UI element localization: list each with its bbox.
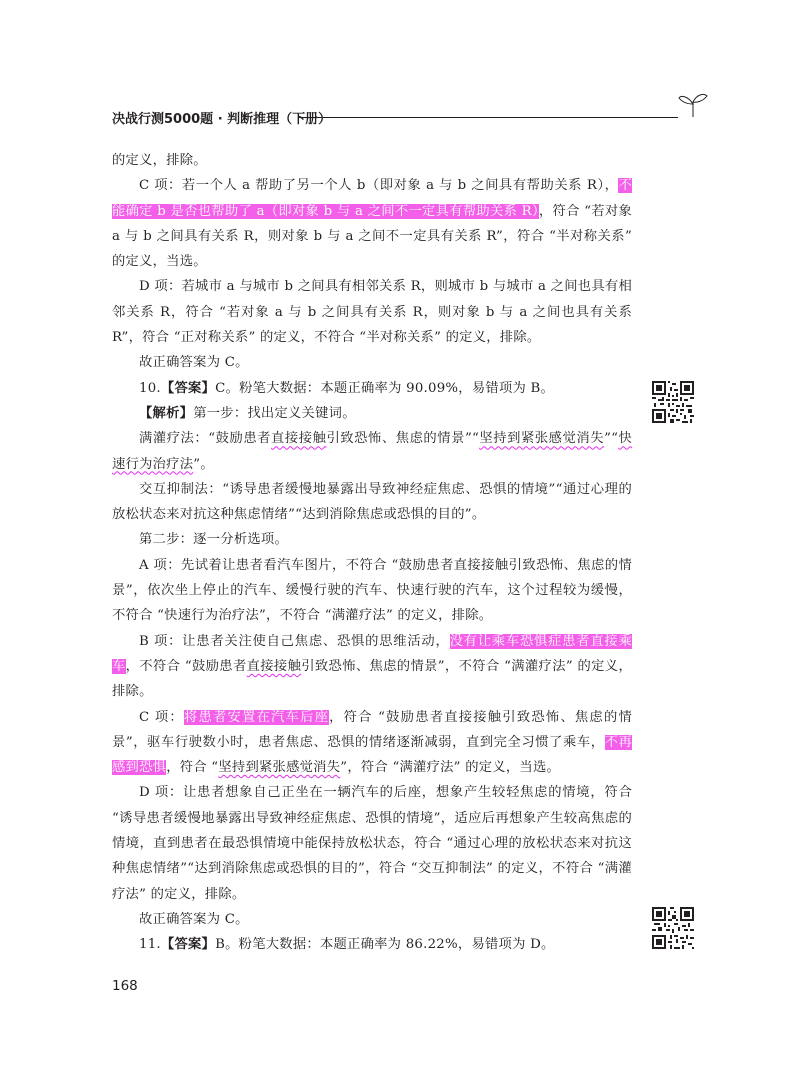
- paragraph-option-c: C 项：若一个人 a 帮助了另一个人 b（即对象 a 与 b 之间具有帮助关系 R），不能确定 b 是否也帮助了 a（即对象 b 与 a 之间不一定具有帮助关系 R），符合 “若对象 a 与 b 之间具有关系 R，则对象 b 与 a 之间不一定具有关系 R”，符合 “半对称关系” 的定义，当选。: [112, 178, 632, 270]
- qr-code-icon[interactable]: [652, 381, 694, 423]
- paragraph-option-a: A 项：先试着让患者看汽车图片，不符合 “鼓励患者直接接触引致恐怖、焦虑的情景”，依次坐上停止的汽车、缓慢行驶的汽车、快速行驶的汽车，这个过程较为缓慢，不符合 “快速行为治疗法”，不符合 “满灌疗法” 的定义，排除。: [112, 557, 632, 624]
- paragraph-answer: 故正确答案为 C。: [139, 355, 249, 371]
- paragraph-option-b: B 项：让患者关注使自己焦虑、恐惧的思维活动，没有让乘车恐惧症患者直接乘车，不符合 “鼓励患者直接接触引致恐怖、焦虑的情景”，不符合 “满灌疗法” 的定义，排除。: [112, 633, 633, 700]
- question-11-answer: 11.【答案】B。粉笔大数据：本题正确率为 86.22%，易错项为 D。: [139, 937, 555, 953]
- highlight: 不再感到恐惧: [112, 734, 633, 776]
- highlight: 没有让乘车恐惧症患者直接乘车: [112, 633, 633, 674]
- book-title: 决战行测5000题 · 判断推理（下册）: [112, 112, 332, 127]
- definition-inhibition: 交互抑制法：“诱导患者缓慢地暴露出导致神经症焦虑、恐惧的情境”“通过心理的放松状态来对抗这种焦虑情绪”“达到消除焦虑或恐惧的目的”。: [112, 481, 632, 523]
- running-header: [112, 106, 712, 130]
- wavy-underline: 坚持到紧张感觉消失: [479, 431, 605, 447]
- answer-label: 【答案】: [160, 380, 216, 396]
- paragraph-answer-2: 故正确答案为 C。: [139, 911, 249, 927]
- wavy-underline: 直接接触: [271, 431, 327, 447]
- step-two: 第二步：逐一分析选项。: [139, 532, 289, 548]
- definition-flooding: 满灌疗法：“鼓励患者直接接触引致恐怖、焦虑的情景”“坚持到紧张感觉消失”“快速行为治疗法”。: [112, 431, 633, 472]
- header-rule: [298, 117, 678, 118]
- answer-label: 【答案】: [160, 937, 216, 953]
- highlight: 将患者安置在汽车后座: [183, 709, 330, 725]
- question-10-answer: 10.【答案】C。粉笔大数据：本题正确率为 90.09%，易错项为 B。: [139, 380, 555, 396]
- highlight: 不能确定 b 是否也帮助了 a（即对象 b 与 a 之间不一定具有帮助关系 R）: [112, 178, 632, 219]
- page-number: 168: [112, 978, 138, 994]
- paragraph-option-d2: D 项：让患者想象自己正坐在一辆汽车的后座，想象产生较轻焦虑的情境，符合 “诱导患者缓慢地暴露出导致神经症焦虑、恐惧的情境”，适应后再想象产生较高焦虑的情境，直到患者在最恐惧情境中能保持放松状态，符合 “通过心理的放松状态来对抗这种焦虑情绪”“达到消除焦虑或恐惧的目的”，符合 “交互抑制法” 的定义，不符合 “满灌疗法” 的定义，排除。: [112, 785, 632, 902]
- qr-code-icon[interactable]: [652, 907, 694, 949]
- paragraph: 的定义，排除。: [112, 153, 207, 168]
- analysis-label: 【解析】: [139, 405, 194, 421]
- analysis-heading: 【解析】第一步：找出定义关键词。: [139, 405, 356, 421]
- wavy-underline: 坚持到紧张感觉消失: [218, 760, 341, 776]
- wavy-underline: 快速行为治疗法: [112, 431, 633, 472]
- sprout-leaf-icon: [678, 92, 708, 118]
- paragraph-option-c2: C 项：将患者安置在汽车后座，符合 “鼓励患者直接接触引致恐怖、焦虑的情景”，驱车行驶数小时，患者焦虑、恐惧的情绪逐渐减弱，直到完全习惯了乘车，不再感到恐惧，符合 “坚持到紧张感觉消失”，符合 “满灌疗法” 的定义，当选。: [112, 709, 633, 776]
- wavy-underline: 直接接触: [246, 658, 302, 674]
- page-body: [112, 148, 632, 958]
- paragraph-option-d: D 项：若城市 a 与城市 b 之间具有相邻关系 R，则城市 b 与城市 a 之间也具有相邻关系 R，符合 “若对象 a 与 b 之间具有关系 R，则对象 b 与 a 之间也具有关系 R”，符合 “正对称关系” 的定义，不符合 “半对称关系” 的定义，排除。: [112, 279, 632, 346]
